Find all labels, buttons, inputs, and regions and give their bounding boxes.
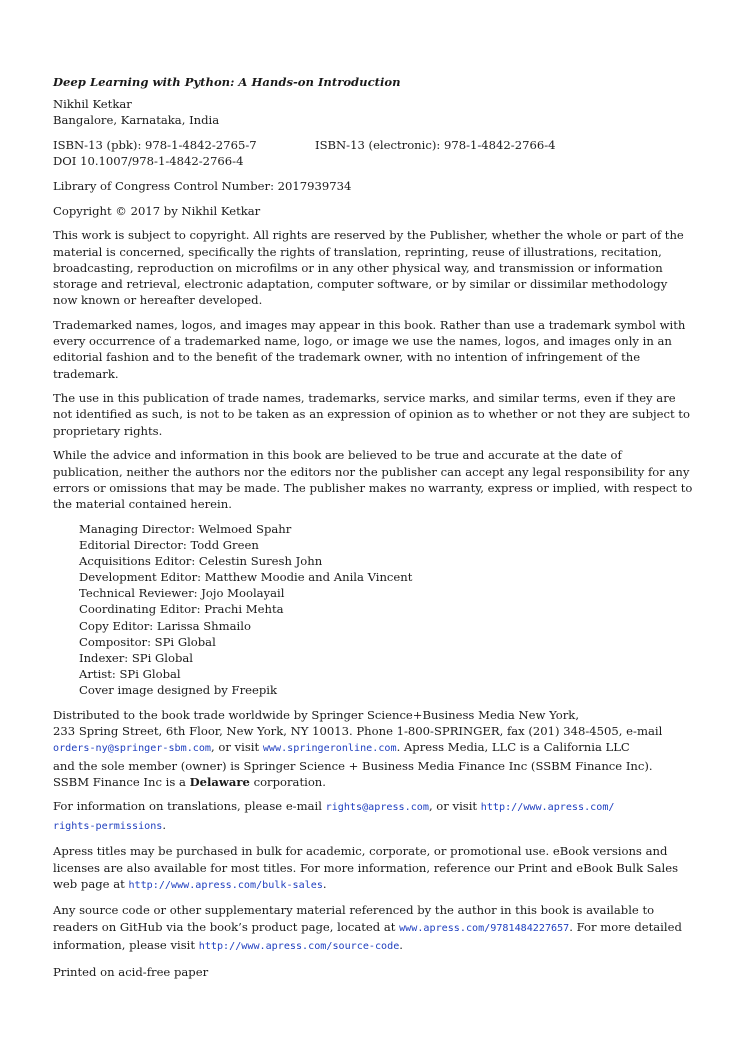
product-page-link[interactable]: www.apress.com/9781484227657 xyxy=(399,922,570,934)
bulk-text: Apress titles may be purchased in bulk for academic, corporate, or promotional use. eBook versions and licenses are also available for most titles. For more information, reference our Print and eBook Bulk Sales web page at xyxy=(53,844,679,891)
credit-item: Development Editor: Matthew Moodie and Anila Vincent xyxy=(79,570,413,585)
source-code-text: Any source code or other supplementary material referenced by the author in this book is available to readers on GitHub via the book’s product page, located at xyxy=(53,903,655,934)
credit-item: Managing Director: Welmoed Spahr xyxy=(79,521,292,536)
bulk-text: . xyxy=(322,876,327,891)
distribution-text: , or visit xyxy=(211,740,263,755)
credit-item: Artist: SPi Global xyxy=(79,667,181,682)
credit-item: Editorial Director: Todd Green xyxy=(79,537,259,552)
translations-paragraph xyxy=(53,798,693,834)
credit-item: Indexer: SPi Global xyxy=(79,650,193,665)
isbn-block xyxy=(53,137,693,169)
book-title: Deep Learning with Python: A Hands-on Introduction xyxy=(53,75,401,89)
translations-text: . xyxy=(162,817,167,832)
distribution-line: 233 Spring Street, 6th Floor, New York, NY 10013. Phone 1-800-SPRINGER, fax (201) 348-4505, e-mail xyxy=(53,724,663,739)
credit-item: Technical Reviewer: Jojo Moolayail xyxy=(79,586,285,601)
isbn-row xyxy=(53,137,693,153)
distribution-paragraph xyxy=(53,707,693,790)
distribution-text: . Apress Media, LLC is a California LLC xyxy=(396,740,630,755)
source-code-paragraph xyxy=(53,902,693,955)
distribution-line: and the sole member (owner) is Springer Science + Business Media Finance Inc (SSBM Finance Inc). xyxy=(53,758,653,773)
isbn-pbk: ISBN-13 (pbk): 978-1-4842-2765-7 xyxy=(53,138,257,153)
delaware-bold: Delaware xyxy=(189,774,250,789)
credits-list xyxy=(79,521,693,699)
copyright-page xyxy=(53,74,693,988)
springer-website-link[interactable]: www.springeronline.com xyxy=(262,743,397,755)
distribution-text: corporation. xyxy=(249,774,326,789)
trademarks-paragraph: Trademarked names, logos, and images may appear in this book. Rather than use a trademark symbol with every occurrence of a trademarked name, logo, or image we use the names, logos, and images only in an editorial fashion and to the benefit of the trademark owner, with no intention of infringement of the trademark. xyxy=(53,317,686,381)
rights-permissions-link-cont[interactable]: rights-permissions xyxy=(53,820,163,832)
source-code-text: . xyxy=(399,937,403,952)
rights-paragraph: This work is subject to copyright. All rights are reserved by the Publisher, whether the whole or part of the material is concerned, specifically the rights of translation, reprinting, reuse of illustrations, recitation, broadcasting, reproduction on microfilms or in any other physical way, and transmission or information storage and retrieval, electronic adaptation, computer software, or by similar or dissimilar methodology now known or hereafter developed. xyxy=(53,228,684,308)
rights-email-link[interactable]: rights@apress.com xyxy=(325,802,429,814)
rights-permissions-link[interactable]: http://www.apress.com/ xyxy=(480,802,615,814)
translations-text: , or visit xyxy=(428,799,481,814)
author-location: Bangalore, Karnataka, India xyxy=(53,113,220,128)
credit-item: Cover image designed by Freepik xyxy=(79,683,277,698)
source-code-text: . For more detailed information, please visit xyxy=(53,919,682,952)
credit-item: Coordinating Editor: Prachi Mehta xyxy=(79,602,284,617)
isbn-electronic: ISBN-13 (electronic): 978-1-4842-2766-4 xyxy=(315,138,556,153)
bulk-sales-paragraph xyxy=(53,843,693,894)
credit-item: Compositor: SPi Global xyxy=(79,634,216,649)
trade-names-paragraph: The use in this publication of trade names, trademarks, service marks, and similar terms, even if they are not identified as such, is not to be taken as an expression of opinion as to whether or not they are subject to proprietary rights. xyxy=(53,391,690,438)
printed-note: Printed on acid-free paper xyxy=(53,964,209,979)
doi: DOI 10.1007/978-1-4842-2766-4 xyxy=(53,154,244,169)
distribution-text: SSBM Finance Inc is a xyxy=(53,774,190,789)
credit-item: Copy Editor: Larissa Shmailo xyxy=(79,618,251,633)
advice-paragraph: While the advice and information in this book are believed to be true and accurate at the date of publication, neither the authors nor the editors nor the publisher can accept any legal responsibility for any errors or omissions that may be made. The publisher makes no warranty, express or implied, with respect to the material contained herein. xyxy=(53,448,693,511)
author-name: Nikhil Ketkar xyxy=(53,97,132,112)
source-code-link[interactable]: http://www.apress.com/source-code xyxy=(198,940,400,952)
bulk-sales-link[interactable]: http://www.apress.com/bulk-sales xyxy=(128,879,323,891)
distribution-line: Distributed to the book trade worldwide by Springer Science+Business Media New York, xyxy=(53,707,580,722)
orders-email-link[interactable]: orders-ny@springer-sbm.com xyxy=(53,743,212,755)
translations-text: For information on translations, please e-mail xyxy=(53,799,326,814)
loc-control-number: Library of Congress Control Number: 2017939734 xyxy=(53,179,352,194)
author-block xyxy=(53,96,693,128)
copyright-line: Copyright © 2017 by Nikhil Ketkar xyxy=(53,203,261,218)
credit-item: Acquisitions Editor: Celestin Suresh John xyxy=(79,553,323,568)
